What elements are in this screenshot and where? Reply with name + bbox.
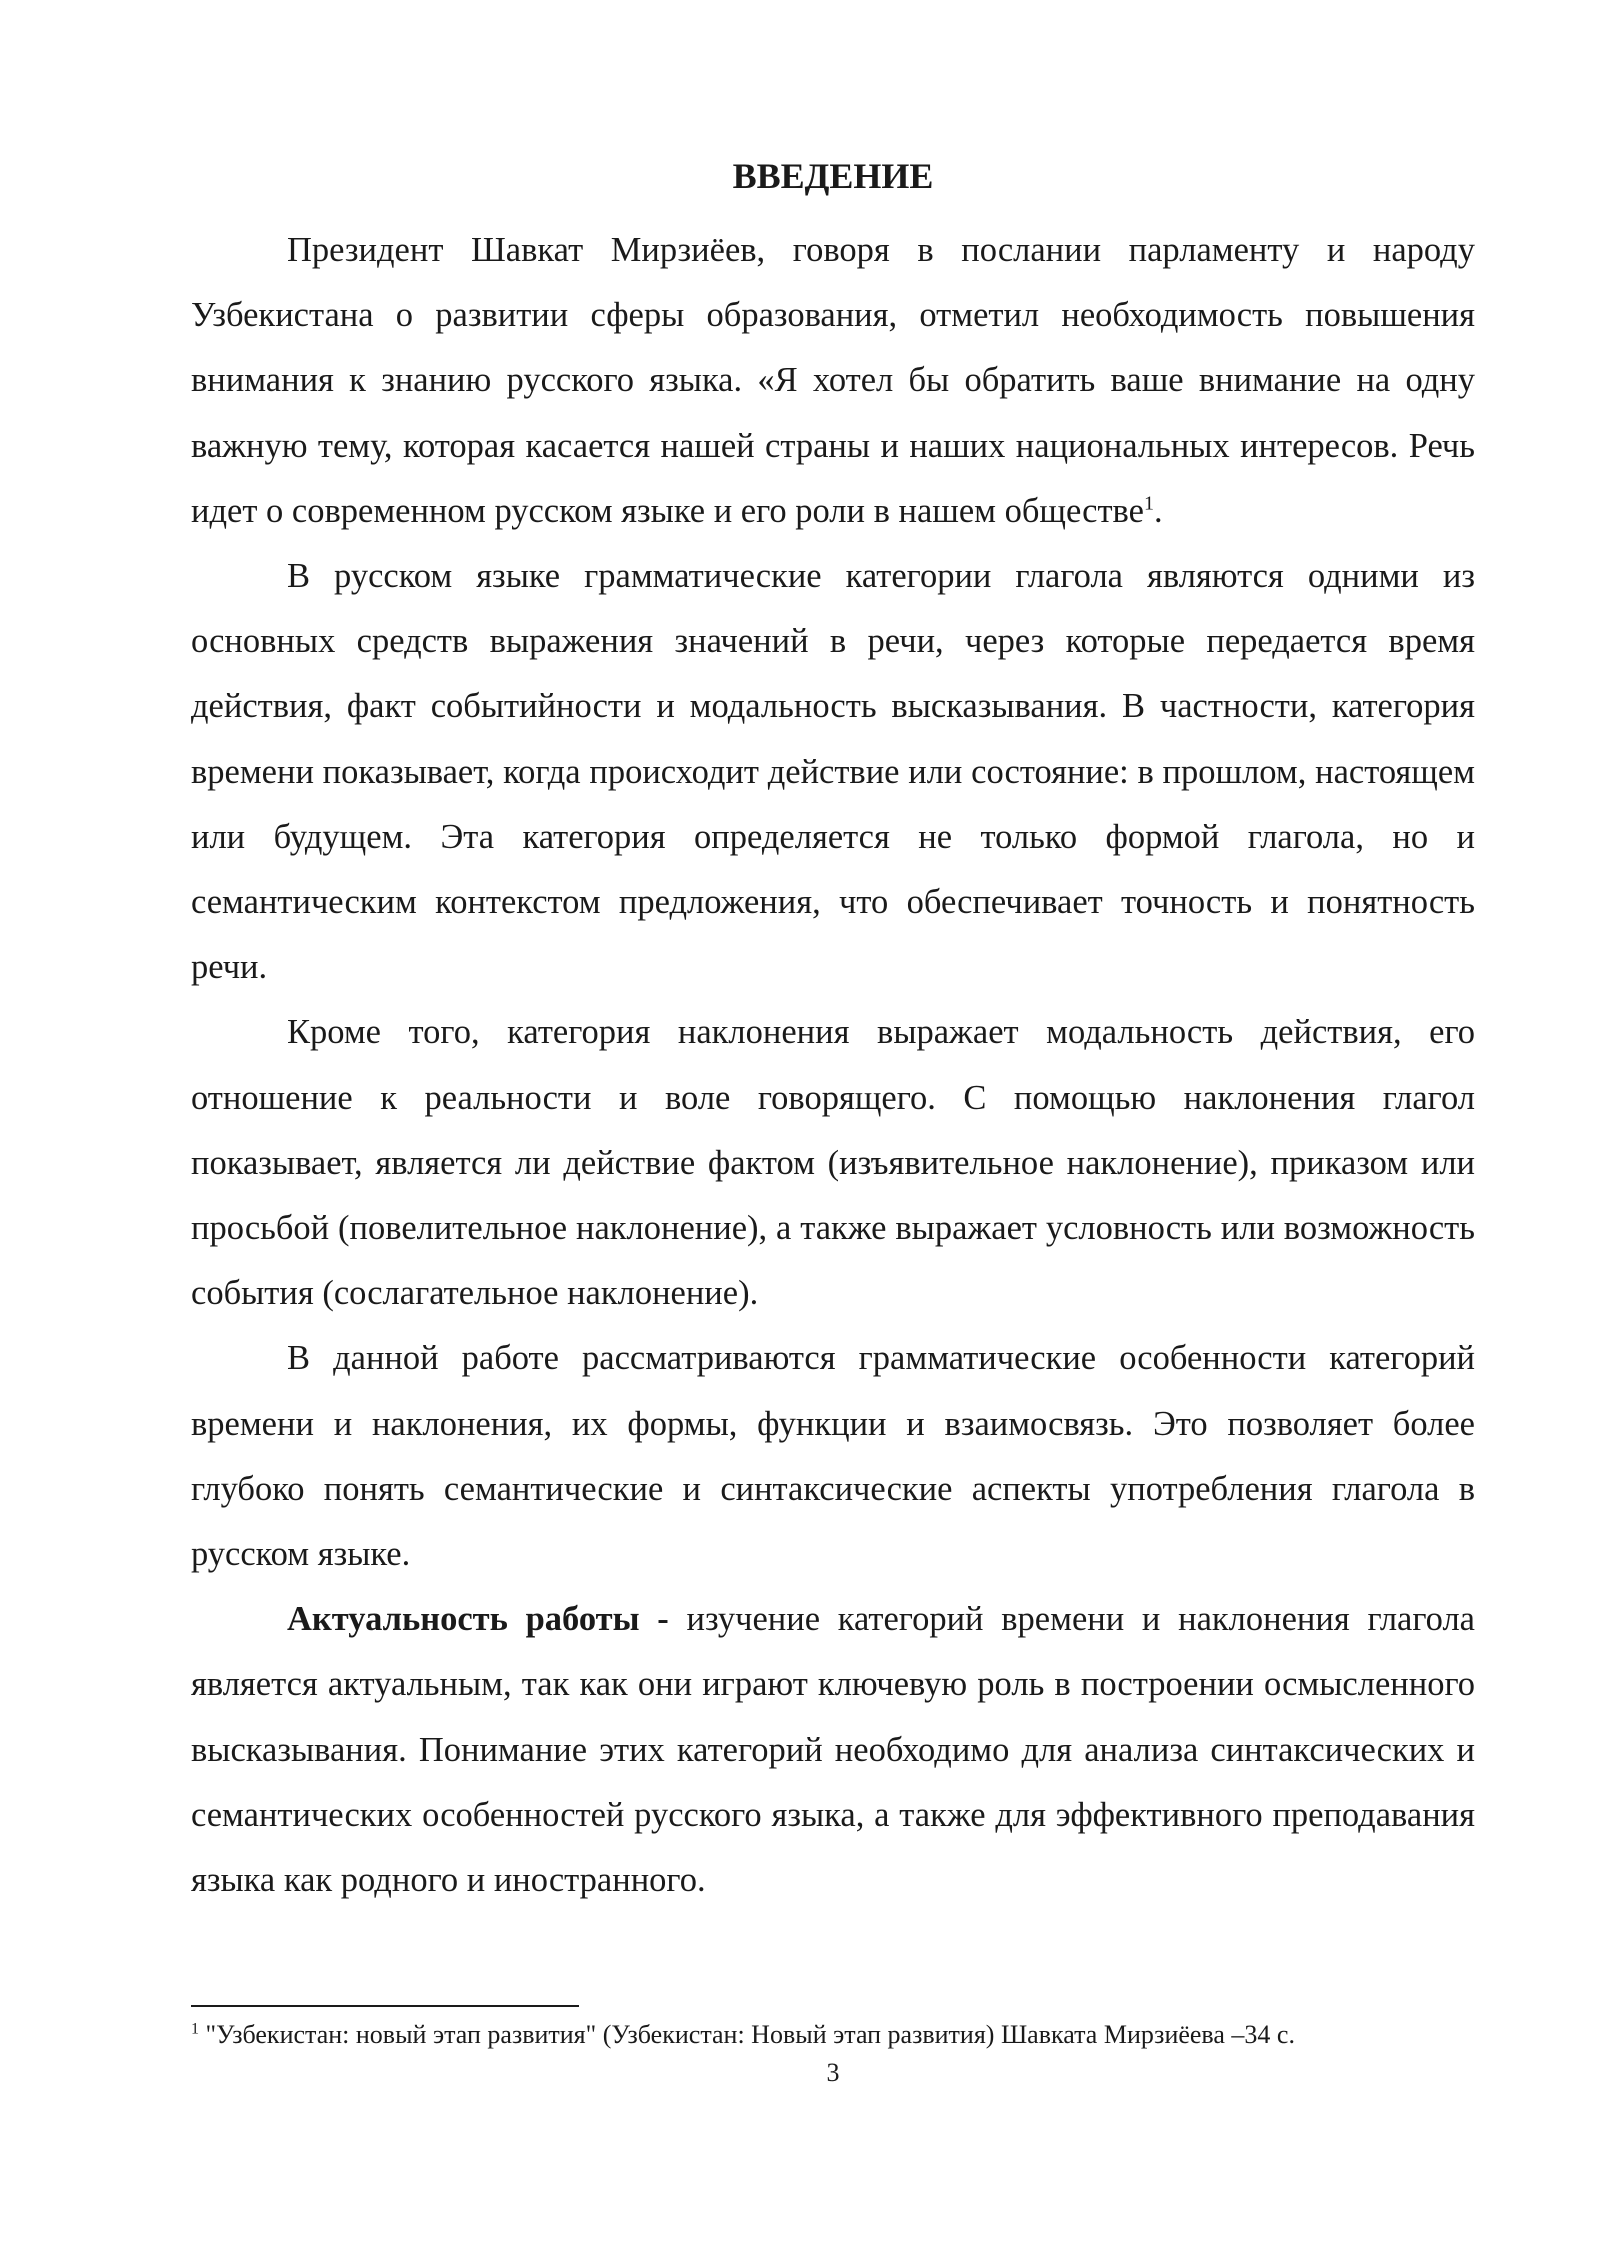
footnote-marker: 1 <box>191 2020 199 2038</box>
paragraph-mood-category: Кроме того, категория наклонения выражает модальность действия, его отношение к реальности и воле говорящего. С помощью наклонения глагол показывает, является ли действие фактом (изъявительное наклонение), приказом или просьбой (повелительное наклонение), а также выражает условность или возможность события (сослагательное наклонение). <box>191 1013 1475 1313</box>
relevance-label: Актуальность работы - <box>287 1600 669 1639</box>
paragraph-intro <box>191 218 1475 544</box>
paragraph-grammatical-categories: В русском языке грамматические категории глагола являются одними из основных средств выражения значений в речи, через которые передается время действия, факт событийности и модальность высказывания. В частности, категория времени показывает, когда происходит действие или состояние: в прошлом, настоящем или будущем. Эта категория определяется не только формой глагола, но и семантическим контекстом предложения, что обеспечивает точность и понятность речи. <box>191 557 1475 987</box>
paragraph-intro-text: Президент Шавкат Мирзиёев, говоря в послании парламенту и народу Узбекистана о развитии сферы образования, отметил необходимость повышения внимания к знанию русского языка. «Я хотел бы обратить ваше внимание на одну важную тему, которая касается нашей страны и наших национальных интересов. Речь идет о современном русском языке и его роли в нашем обществе <box>191 231 1475 530</box>
paragraph-work-scope: В данной работе рассматриваются грамматические особенности категорий времени и наклонения, их формы, функции и взаимосвязь. Это позволяет более глубоко понять семантические и синтаксические аспекты употребления глагола в русском языке. <box>191 1339 1475 1574</box>
relevance-text: изучение категорий времени и наклонения глагола является актуальным, так как они играют ключевую роль в построении осмысленного высказывания. Понимание этих категорий необходимо для анализа синтаксических и семантических особенностей русского языка, а также для эффективного преподавания языка как родного и иностранного. <box>191 1600 1475 1900</box>
footnote-text: "Узбекистан: новый этап развития" (Узбекистан: Новый этап развития) Шавката Мирзиёева –34 с. <box>199 2020 1295 2049</box>
paragraph-intro-tail: . <box>1153 491 1163 530</box>
page-number: 3 <box>826 2058 840 2087</box>
paragraph-relevance <box>191 1587 1475 1913</box>
footnote <box>191 2018 1475 2052</box>
page-body <box>191 152 1475 1913</box>
section-heading: ВВЕДЕНИЕ <box>732 156 934 196</box>
footnote-separator <box>191 2005 579 2007</box>
footnote-reference[interactable]: 1 <box>1143 492 1154 515</box>
